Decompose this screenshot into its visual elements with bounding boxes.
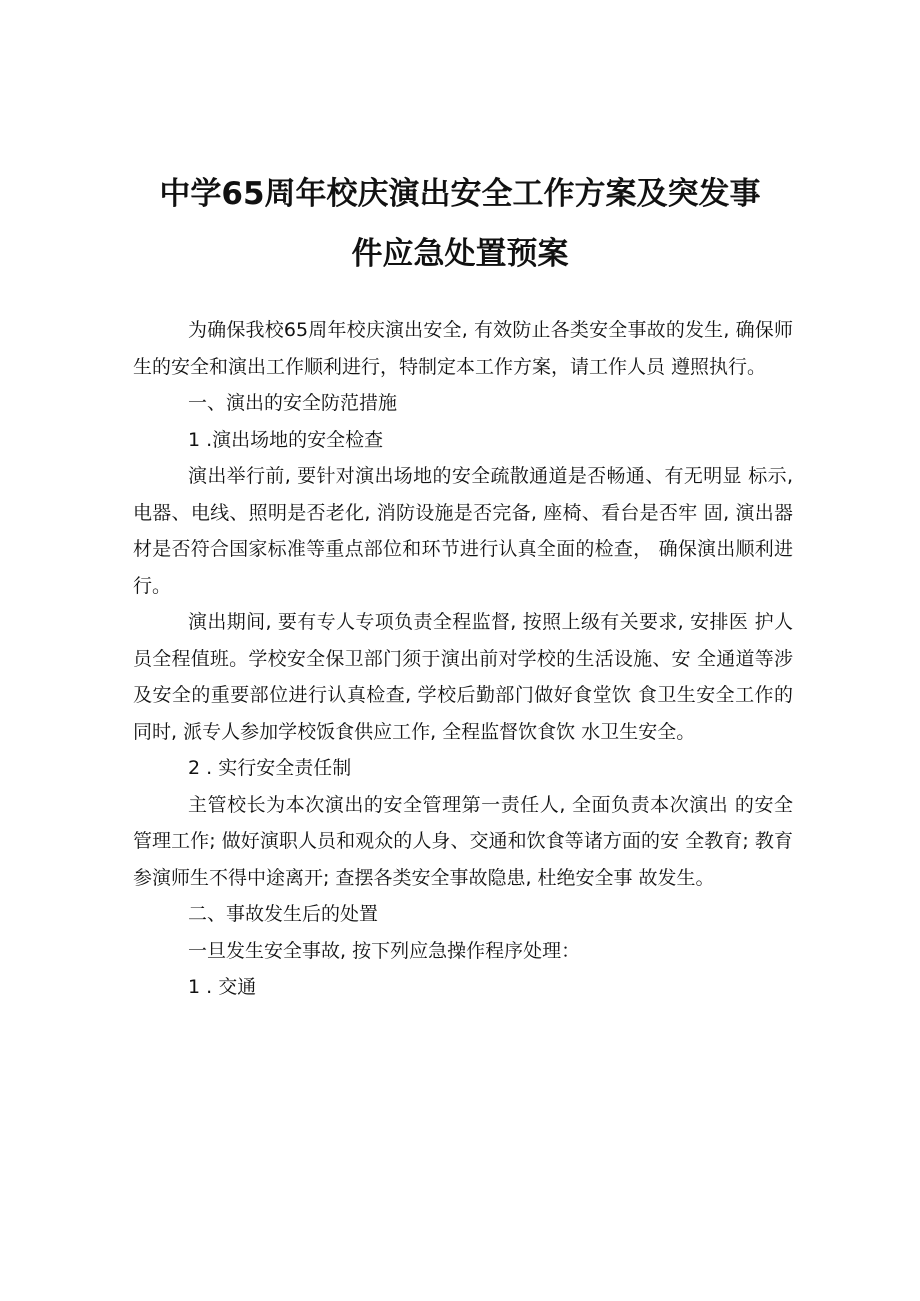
document-body xyxy=(133,312,793,1006)
intro-paragraph: 为确保我校65周年校庆演出安全, 有效防止各类安全事故的发生, 确保师生的安全和演出工作顺利进行，特制定本工作方案，请工作人员 遵照执行。 xyxy=(133,319,793,378)
paragraph-procedure-intro: 一旦发生安全事故, 按下列应急操作程序处理： xyxy=(188,939,581,962)
subsection-heading-1-2: 2 . 实行安全责任制 xyxy=(188,757,352,779)
section-heading-1: 一、演出的安全防范措施 xyxy=(188,392,398,414)
subsection-heading-2-1: 1 . 交通 xyxy=(188,976,257,998)
paragraph-responsibility: 主管校长为本次演出的安全管理第一责任人, 全面负责本次演出 的安全管理工作; 做好演职人员和观众的人身、交通和饮食等诸方面的安 全教育; 教育参演师生不得中途离开; 查摆各类安全事故隐患, 杜绝安全事 故发生。 xyxy=(133,793,793,889)
document-title-line-2: 件应急处置预案 xyxy=(351,236,569,272)
paragraph-during-show: 演出期间, 要有专人专项负责全程监督, 按照上级有关要求, 安排医 护人员全程值班。学校安全保卫部门须于演出前对学校的生活设施、安 全通道等涉及安全的重要部位进行认真检查, 学校后勤部门做好食堂饮 食卫生安全工作的同时, 派专人参加学校饭食供应工作, 全程监督饮食饮 水卫生安全。 xyxy=(133,611,793,743)
subsection-heading-1-1: 1 .演出场地的安全检查 xyxy=(188,428,384,451)
document-title-line-1: 中学65周年校庆演出安全工作方案及突发事 xyxy=(159,176,761,212)
section-heading-2: 二、事故发生后的处置 xyxy=(188,903,379,925)
paragraph-venue-check: 演出举行前, 要针对演出场地的安全疏散通道是否畅通、有无明显 标示, 电器、电线、照明是否老化, 消防设施是否完备, 座椅、看台是否牢 固, 演出器材是否符合国家标准等重点部位和环节进行认真全面的检查， 确保演出顺利进行。 xyxy=(133,465,793,597)
